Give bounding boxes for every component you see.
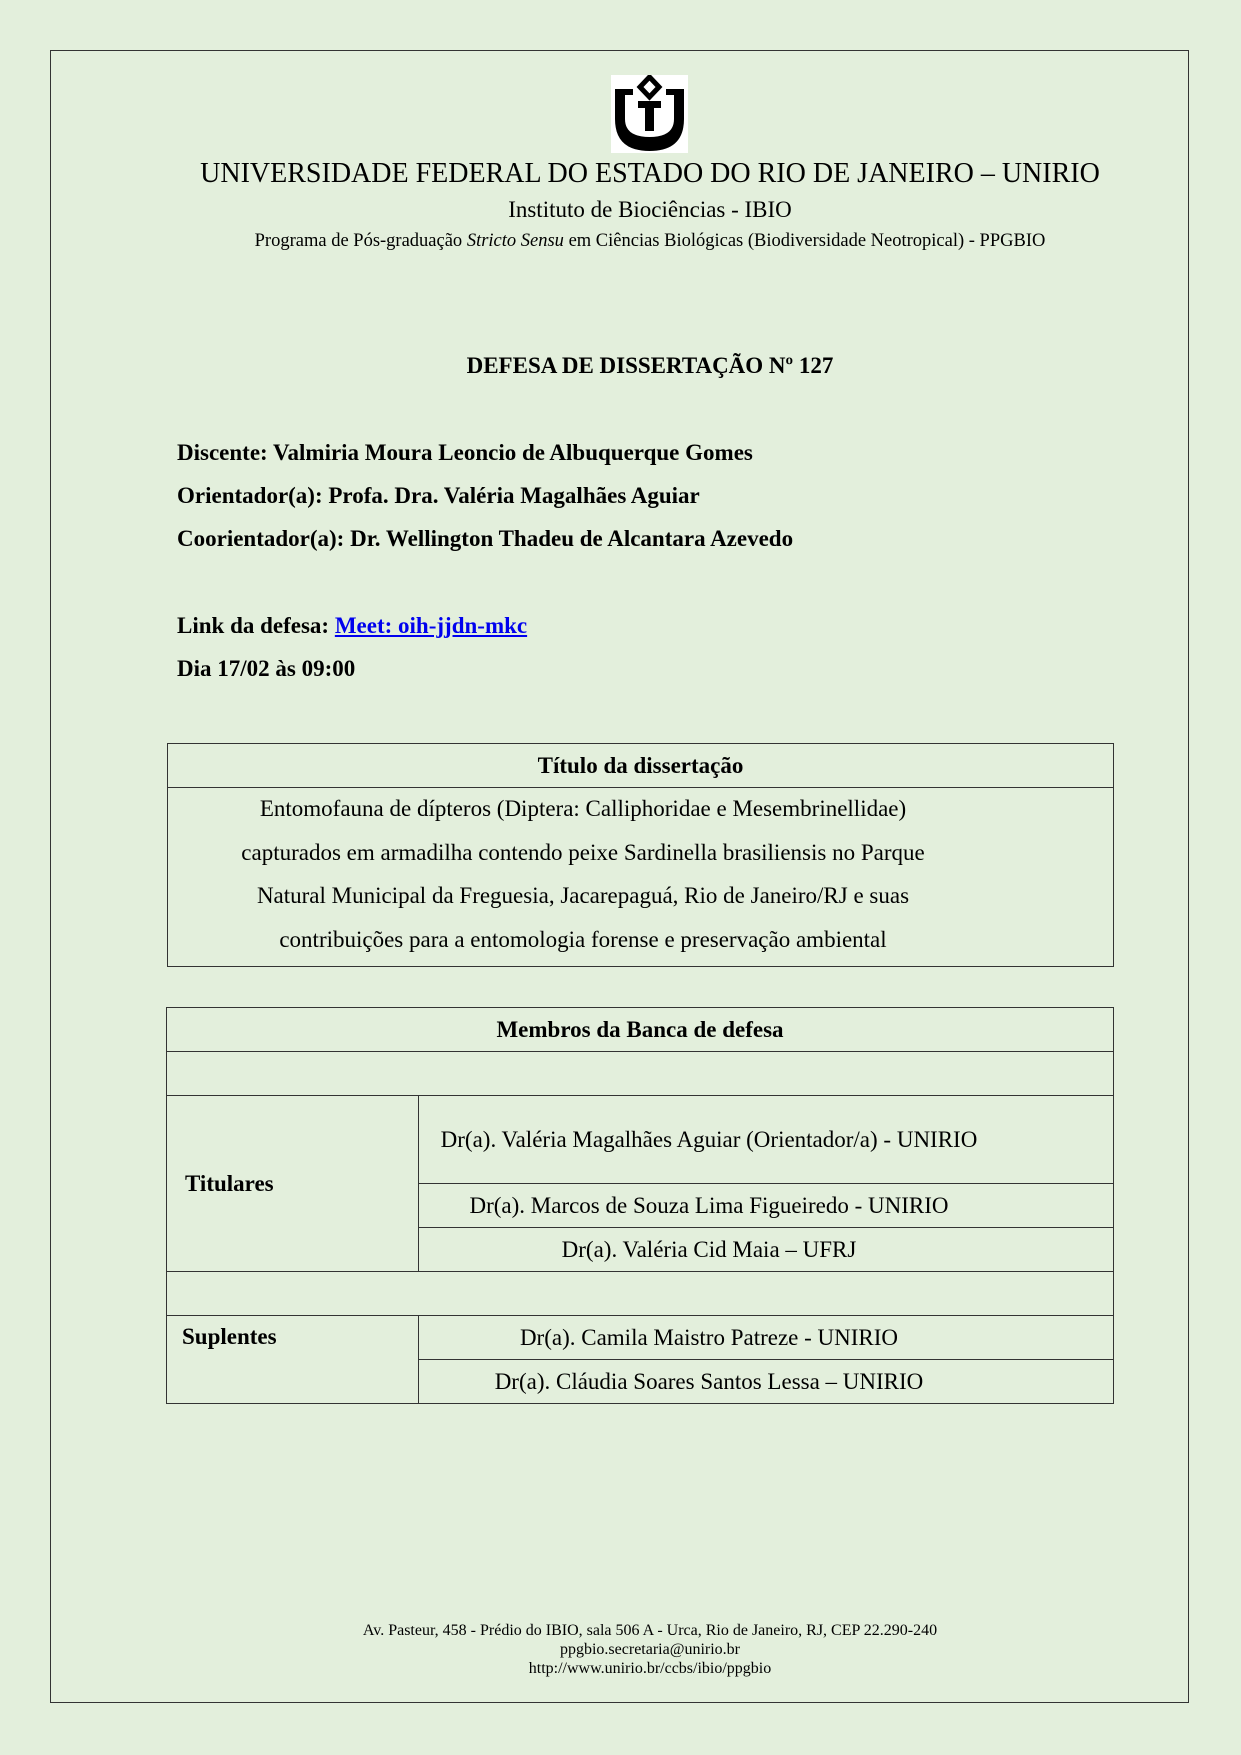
titulares-label-cell [167,1096,419,1272]
board-spacer-row [167,1272,1114,1316]
suplente-member-cell [419,1360,1114,1404]
suplente-member: Dr(a). Cláudia Soares Santos Lessa – UNIRIO [494,1368,924,1394]
coadvisor-line: Coorientador(a): Dr. Wellington Thadeu de Alcantara Azevedo [177,526,794,551]
titulares-label: Titulares [185,1170,274,1196]
footer-email: ppgbio.secretaria@unirio.br [559,1641,740,1658]
program-suffix: em Ciências Biológicas (Biodiversidade Neotropical) - PPGBIO [563,231,1046,251]
unirio-logo-icon [611,75,688,153]
footer-address: Av. Pasteur, 458 - Prédio do IBIO, sala 506 A - Urca, Rio de Janeiro, RJ, CEP 22.290-240 [362,1622,938,1639]
suplentes-label: Suplentes [182,1324,277,1349]
defense-link-line [177,613,527,639]
student-line: Discente: Valmiria Moura Leoncio de Albuquerque Gomes [177,440,753,465]
suplentes-label-cell [167,1316,419,1404]
dissertation-title-line: capturados em armadilha contendo peixe Sardinella brasiliensis no Parque [241,839,925,865]
titular-member: Dr(a). Valéria Magalhães Aguiar (Orientador/a) - UNIRIO [440,1127,978,1152]
titular-member-cell [419,1184,1114,1228]
dissertation-title-cell [168,788,1114,967]
board-members-table [166,1007,1114,1404]
titular-member: Dr(a). Marcos de Souza Lima Figueiredo - UNIRIO [469,1192,949,1218]
defense-link-label: Link da defesa: [177,613,335,638]
program-name [150,231,1150,252]
university-name: UNIVERSIDADE FEDERAL DO ESTADO DO RIO DE JANEIRO – UNIRIO [200,158,1100,189]
defense-date: Dia 17/02 às 09:00 [177,656,356,681]
titular-member-cell [419,1228,1114,1272]
advisor-line: Orientador(a): Profa. Dra. Valéria Magalhães Aguiar [177,483,700,508]
board-heading: Membros da Banca de defesa [167,1008,1114,1052]
program-italic: Stricto Sensu [466,231,564,251]
meet-link[interactable]: Meet: oih-jjdn-mkc [334,613,528,638]
defense-title: DEFESA DE DISSERTAÇÃO Nº 127 [466,353,834,378]
dissertation-title-line: contribuições para a entomologia forense e preservação ambiental [279,926,887,952]
suplente-member-cell [419,1316,1114,1360]
dissertation-title-line: Natural Municipal da Freguesia, Jacarepaguá, Rio de Janeiro/RJ e suas [256,883,910,908]
dissertation-title-line: Entomofauna de dípteros (Diptera: Calliphoridae e Mesembrinellidae) [259,796,907,821]
dissertation-title-table [167,743,1114,967]
program-prefix: Programa de Pós-graduação [254,231,467,251]
titular-member-cell [419,1096,1114,1184]
footer-website: http://www.unirio.br/ccbs/ibio/ppgbio [528,1660,772,1677]
dissertation-heading: Título da dissertação [168,744,1114,788]
titular-member: Dr(a). Valéria Cid Maia – UFRJ [561,1236,857,1262]
institute-name: Instituto de Biociências - IBIO [508,197,792,222]
suplente-member: Dr(a). Camila Maistro Patreze - UNIRIO [519,1324,899,1350]
board-spacer-row [167,1052,1114,1096]
